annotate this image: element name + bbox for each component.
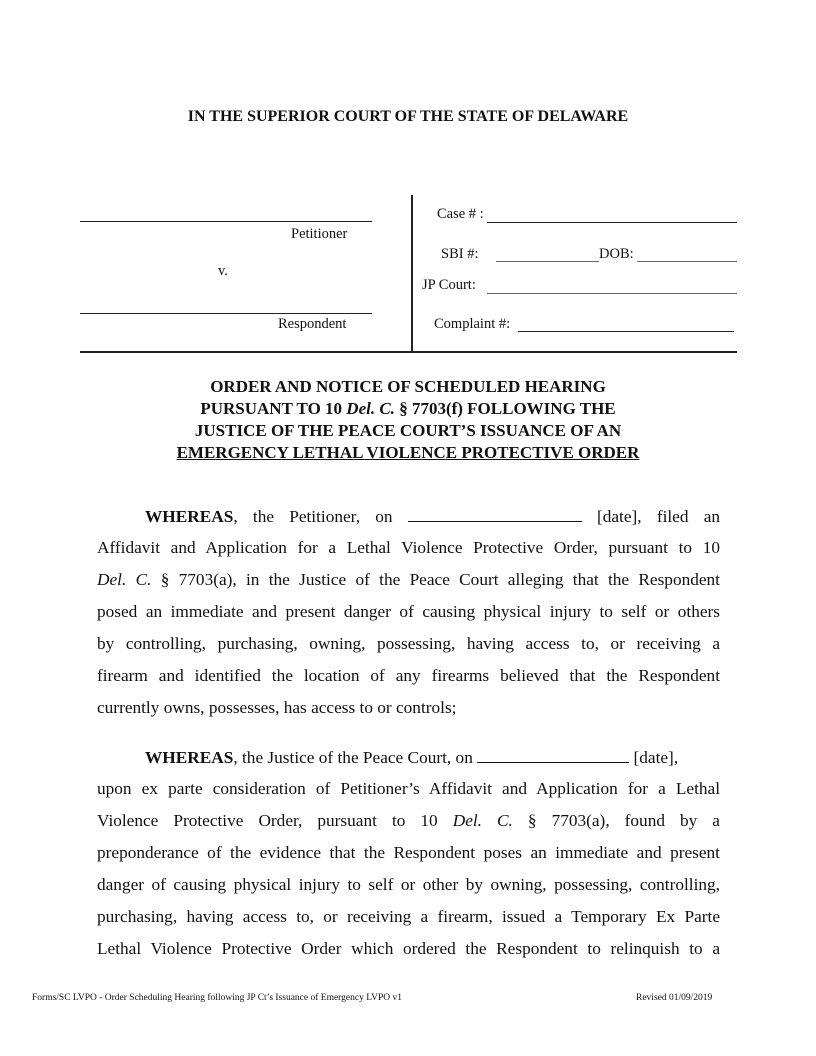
para1-line [145, 506, 720, 527]
title-line: JUSTICE OF THE PEACE COURT’S ISSUANCE OF AN [194, 421, 622, 440]
title-text: PURSUANT TO 10 [200, 399, 347, 418]
title-line [0, 398, 816, 420]
text: § 7703(a), in the Justice of the Peace Court alleging that the Respondent [151, 570, 720, 589]
text: [date], [596, 507, 642, 526]
text: Violence Protective Order, pursuant to 10 [97, 811, 438, 830]
date-blank[interactable] [408, 506, 582, 522]
complaint-label: Complaint #: [434, 316, 511, 332]
para2-line: Lethal Violence Protective Order which ordered the Respondent to relinquish to a [97, 939, 720, 958]
respondent-label: Respondent [278, 316, 347, 332]
sbi-label: SBI #: [441, 246, 479, 262]
date-blank[interactable] [477, 747, 629, 763]
para1-line [97, 570, 720, 590]
order-title [0, 376, 816, 464]
petitioner-label: Petitioner [291, 226, 348, 242]
versus-label: v. [218, 263, 228, 279]
text: , the Petitioner, on [233, 507, 393, 526]
para2-line: purchasing, having access to, or receiving a firearm, issued a Temporary Ex Parte [97, 907, 720, 926]
citation: Del. C. [97, 570, 152, 589]
para2-line: preponderance of the evidence that the Respondent poses an immediate and present [97, 843, 720, 862]
title-line: EMERGENCY LETHAL VIOLENCE PROTECTIVE ORDER [176, 443, 640, 462]
case-number-label: Case # : [437, 206, 484, 222]
para1-line: posed an immediate and present danger of causing physical injury to self or others [97, 602, 720, 621]
case-number-field[interactable] [487, 222, 737, 223]
para1-line: currently owns, possesses, has access to or controls; [97, 698, 457, 717]
footer-revised: Revised 01/09/2019 [636, 993, 713, 1003]
jp-court-field[interactable] [487, 293, 737, 294]
text: [date], [633, 748, 679, 767]
petitioner-line [80, 221, 372, 222]
para2-line: upon ex parte consideration of Petitioner’s Affidavit and Application for a Lethal [97, 779, 720, 798]
caption-bottom-rule [80, 351, 737, 353]
caption-divider [411, 195, 413, 352]
title-citation: Del. C. [346, 399, 395, 418]
complaint-field[interactable] [518, 331, 734, 332]
sbi-field[interactable] [496, 261, 599, 262]
citation: Del. C. [452, 811, 513, 830]
text: an [703, 507, 721, 526]
dob-label: DOB: [599, 246, 634, 262]
whereas: WHEREAS [145, 507, 234, 526]
para2-line [145, 747, 720, 768]
para2-line: danger of causing physical injury to self or other by owning, possessing, controlling, [97, 875, 720, 894]
title-text: § 7703(f) FOLLOWING THE [394, 399, 616, 418]
para1-line: firearm and identified the location of any firearms believed that the Respondent [97, 666, 720, 685]
text: § 7703(a), found by a [527, 811, 720, 830]
para2-line [97, 811, 720, 831]
jp-court-label: JP Court: [422, 277, 476, 293]
text: filed [656, 507, 689, 526]
para1-line: by controlling, purchasing, owning, possessing, having access to, or receiving a [97, 634, 720, 653]
whereas: WHEREAS [145, 748, 234, 767]
title-line: ORDER AND NOTICE OF SCHEDULED HEARING [210, 377, 606, 396]
court-heading: IN THE SUPERIOR COURT OF THE STATE OF DELAWARE [187, 108, 629, 125]
respondent-line [80, 313, 372, 314]
para1-line: Affidavit and Application for a Lethal Violence Protective Order, pursuant to 10 [97, 538, 720, 557]
dob-field[interactable] [637, 261, 737, 262]
text: , the Justice of the Peace Court, on [233, 748, 473, 767]
footer-form-id: Forms/SC LVPO - Order Scheduling Hearing following JP Ct’s Issuance of Emergency LVPO v1 [32, 993, 403, 1003]
